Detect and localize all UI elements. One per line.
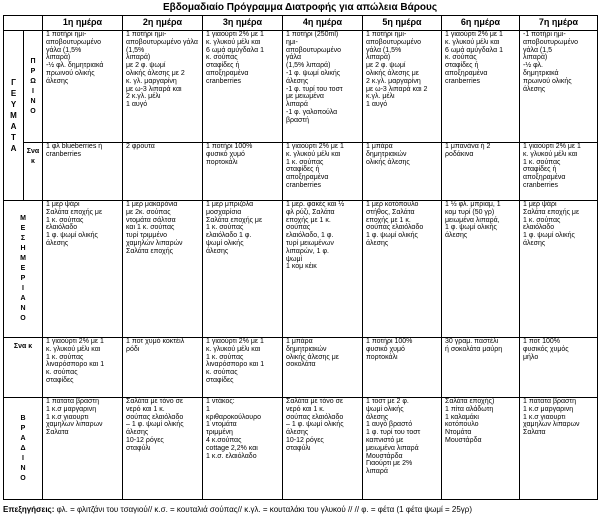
day-header: 7η ημέρα bbox=[520, 16, 598, 31]
day-header: 5η ημέρα bbox=[363, 16, 442, 31]
meal-cell: 1 ποτήρι ημι- αποβουτυρωμένο γάλα (1,5% λιπαρά) -½ φλ. δημητριακά πρωινού ολικής άλεσης bbox=[43, 31, 123, 143]
footer-label: Επεξηγήσεις: bbox=[3, 505, 55, 514]
meal-cell: 1 γιαούρτι 2% με 1 κ. γλυκού μέλι και 6 ωμά αμύγδαλα 1 κ. σούπας σταφίδες ή αποξηραμένα cranberries bbox=[203, 31, 283, 143]
meal-cell: 1 ποτήρι 100% φυσικό χυμό πορτοκάλι bbox=[363, 338, 442, 398]
meal-cell: 1 πατατα βραστη 1 κ.σ μαργαρινη 1 κ.σ γιαουρτι χαμηλων λιπαρων Σαλατα bbox=[43, 398, 123, 500]
row-label-dinner: Β Ρ Α Δ Ι Ν Ο bbox=[4, 398, 43, 500]
meal-cell: 1 μερ μπριζόλα μοσχαρίσια Σαλάτα εποχής με 1 κ. σούπας ελαιόλαδο 1 φ. ψωμί ολικής άλεσης bbox=[203, 201, 283, 338]
meal-cell: 1 ποτήρι ημι- αποβουτυρωμένο γάλα (1,5% λιπαρά) με 2 φ. ψωμί ολικής άλεσης με 2 κ. γλ. μαργαρίνη με ω-3 λιπαρά και 2 κ.γλ. μέλι 1 αυγό bbox=[123, 31, 203, 143]
meal-cell: Σαλάτα εποχής) 1 πίτα αλάδωτη 1 καλαμάκι κοτόπουλο Ντομάτα Μουστάρδα bbox=[442, 398, 520, 500]
meal-cell: 1 γιαούρτι 2% με 1 κ. γλυκού μέλι και 1 κ. σούπας σταφίδες ή αποξηραμένα cranberries bbox=[283, 143, 363, 201]
meal-cell: 1 γιαούρτι 2% με 1 κ. γλυκού μέλι και 1 κ. σούπας σταφίδες ή αποξηραμένα cranberries bbox=[520, 143, 598, 201]
meal-cell: 1 γιαούρτι 2% με 1 κ. γλυκού μέλι και 1 κ. σούπας λιναρόσπορο και 1 κ. σούπας σταφίδες bbox=[43, 338, 123, 398]
header-corner bbox=[4, 16, 43, 31]
meal-cell: 1 φλ blueberries ή cranberries bbox=[43, 143, 123, 201]
page-title: Εβδομαδιαίο Πρόγραμμα Διατροφής για απώλεια Βάρους bbox=[162, 2, 438, 13]
meal-cell: 1 τοστ με 2 φ. ψωμί ολικής άλεσης 1 αυγό βραστό 1 φ. τυρί του τοστ καπνιστό με μειωμένα λιπαρά Μουστάρδα Γιαούρτι με 2% λιπαρά bbox=[363, 398, 442, 500]
meal-group-label: Γ Ε Υ Μ Α Τ Α bbox=[4, 31, 24, 201]
footer-text: φλ. = φλιτζάνι του τσαγιού// κ.σ. = κουταλιά σούπας// κ.γλ. = κουταλάκι του γλυκού // // φ. = φέτα (1 φέτα ψωμί = 25γρ) bbox=[54, 505, 472, 514]
meal-cell: 1 μπάρα δημητριακών ολικής άλεσης bbox=[363, 143, 442, 201]
day-header: 1η ημέρα bbox=[43, 16, 123, 31]
meal-cell: 2 φρουτα bbox=[123, 143, 203, 201]
meal-cell: -1 ποτήρι ημι- αποβουτυρωμένο γάλα (1,5 λιπαρά) -½ φλ. δημητριακά πρωινού ολικής άλεσης bbox=[520, 31, 598, 143]
row-label-lunch: Μ Ε Σ Η Μ Ε Ρ Ι Α Ν Ο bbox=[4, 201, 43, 338]
header-row bbox=[4, 16, 598, 31]
day-header: 4η ημέρα bbox=[283, 16, 363, 31]
footer-legend bbox=[3, 505, 597, 515]
meal-cell: 1 μερ ψάρι Σαλάτα εποχής με 1 κ. σούπας ελαιόλαδο 1 φ. ψωμί ολικής άλεσης bbox=[520, 201, 598, 338]
snack-row-2 bbox=[4, 338, 598, 398]
day-header: 6η ημέρα bbox=[442, 16, 520, 31]
meal-cell: 1 ποτ χυμό κοκτέιλ ρόδι bbox=[123, 338, 203, 398]
meal-cell: 1 μερ ψάρι Σαλάτα εποχής με 1 κ. σούπας ελαιόλαδο 1 φ. ψωμί ολικής άλεσης bbox=[43, 201, 123, 338]
meal-cell: 1 μερ μακαρόνια με 2κ. σούπας ντομάτα σάλτσα και 1 κ. σούπας τυρί τριμμένο χαμηλών λιπαρών Σαλάτα εποχής bbox=[123, 201, 203, 338]
meal-cell: 1 μερ. φακές και ½ φλ ρύζι, Σαλάτα εποχής με 1 κ. σούπας ελαιόλαδο, 1 φ. τυρί μειωμένων λιπαρών, 1 φ. ψωμί 1 κομ κέικ bbox=[283, 201, 363, 338]
meal-cell: 1 μπάρα δημητριακών ολικής άλεσης με σοκολάτα bbox=[283, 338, 363, 398]
meal-cell: 1 ποτήρι ημι- αποβουτυρωμένο γάλα (1,5% λιπαρά) με 2 φ. ψωμί ολικής άλεσης με 2 κ.γλ. μαργαρίνη με ω-3 λιπαρά και 2 κ.γλ. μέλι 1 αυγό bbox=[363, 31, 442, 143]
meal-cell: 1 ντάκος: 1 κριθαροκούλουρο 1 ντομάτα τριμμένη 4 κ.σούπας cottage 2,2% και 1 κ.σ. ελαιόλαδο bbox=[203, 398, 283, 500]
row-label-snack-2: Σνα κ bbox=[4, 338, 43, 398]
meal-cell: 1 πατατα βραστη 1 κ.σ μαργαρινη 1 κ.σ γιαουρτι χαμηλων λιπαρων Σαλατα bbox=[520, 398, 598, 500]
meal-cell: 1 ποτ 100% φυσικός χυμός μήλο bbox=[520, 338, 598, 398]
meal-cell: 30 γραμ. παστέλι ή σοκολάτα μαύρη bbox=[442, 338, 520, 398]
meal-cell: Σαλάτα με τόνο σε νερό και 1 κ. σούπας ελαιόλαδο – 1 φ. ψωμί ολικής άλεσης 10-12 ρόγες σταφύλι bbox=[283, 398, 363, 500]
snack-row-1 bbox=[4, 143, 598, 201]
day-header: 3η ημέρα bbox=[203, 16, 283, 31]
meal-cell: 1 ποτήρι (250ml) ημι- αποβουτυρωμένο γάλα (1,5% λιπαρά) -1 φ. ψωμί ολικής άλεσης -1 φ. τυρί του τοστ με μειωμένα λιπαρά -1 φ. γαλοπούλα βραστή bbox=[283, 31, 363, 143]
meal-plan-table bbox=[3, 15, 598, 500]
meal-cell: 1 μπανάνα ή 2 ροδάκινα bbox=[442, 143, 520, 201]
meal-cell: 1 γιαούρτι 2% με 1 κ. γλυκού μέλι και 1 κ. σούπας λιναρόσπορο και 1 κ. σούπας σταφίδες bbox=[203, 338, 283, 398]
meal-cell: 1 ½ φλ. μπριαμ, 1 κομ τυρί (50 γρ) μειωμένα λιπαρά, 1 φ. ψωμί ολικής άλεσης bbox=[442, 201, 520, 338]
dinner-row bbox=[4, 398, 598, 500]
meal-cell: 1 μερ κοτόπουλο στήθος, Σαλάτα εποχής με 1 κ. σούπας ελαιόλαδο 1 φ. ψωμί ολικής άλεσης bbox=[363, 201, 442, 338]
row-label-breakfast: Π Ρ Ω Ι Ν Ο bbox=[24, 31, 43, 143]
breakfast-row bbox=[4, 31, 598, 143]
lunch-row bbox=[4, 201, 598, 338]
meal-cell: 1 ποτήρι 100% φυσικό χυμό πορτοκάλι bbox=[203, 143, 283, 201]
meal-cell: Σαλάτα με τόνο σε νερό και 1 κ. σούπας ελαιόλαδο – 1 φ. ψωμί ολικής άλεσης 10-12 ρόγες σταφύλι bbox=[123, 398, 203, 500]
row-label-snack-1: Σνα κ bbox=[24, 143, 43, 201]
meal-cell: 1 γιαούρτι 2% με 1 κ. γλυκού μέλι και 6 ωμά αμύγδαλα 1 κ. σούπας σταφίδες ή αποξηραμένα cranberries bbox=[442, 31, 520, 143]
day-header: 2η ημέρα bbox=[123, 16, 203, 31]
